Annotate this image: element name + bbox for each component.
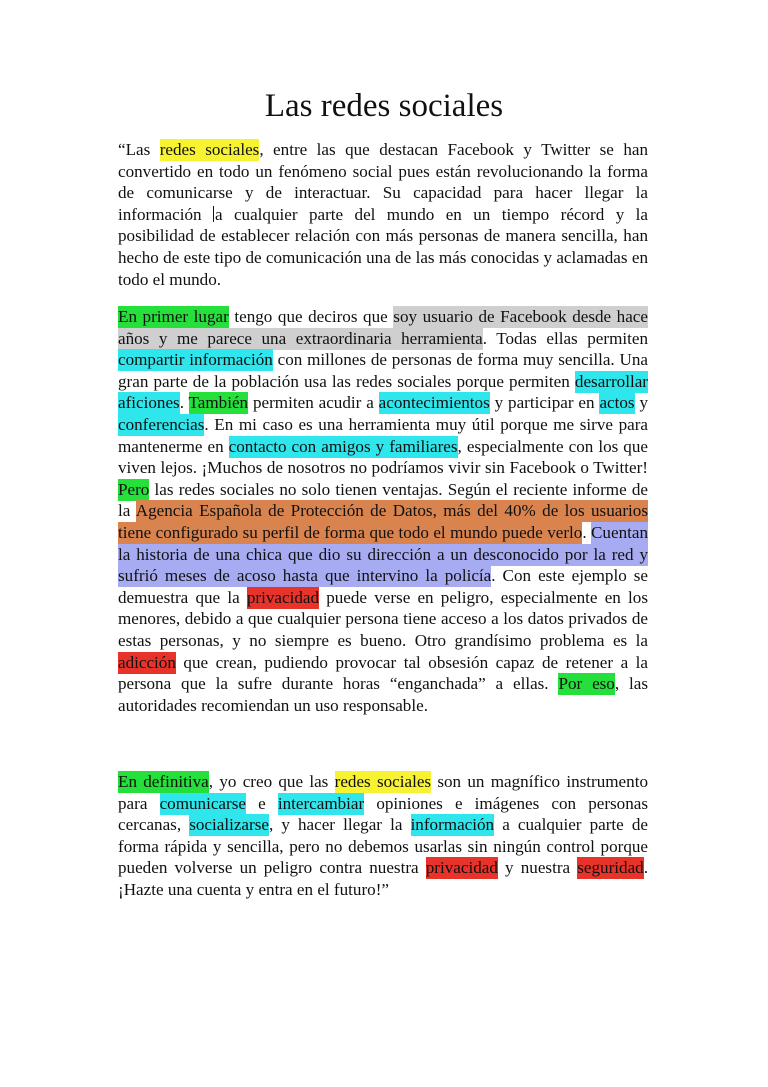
highlight-red: seguridad [577,858,644,878]
text-cursor [213,206,214,222]
highlight-cyan: actos [599,393,635,413]
text-segment: puede verse en peligro, especialmente en los menores, debido a que cualquier persona tiene acceso a los datos privados de estas personas, y no siempre es bueno. Otro grandísimo problema es la [118,587,648,650]
highlight-red: privacidad [246,587,319,607]
text-segment: tengo que deciros que [228,307,394,326]
text-segment: , especialmente con los que viven lejos. ¡Muchos de nosotros no podríamos vivir sin Facebook o Twitter! [118,436,648,478]
text-segment: y [634,393,648,413]
highlight-cyan: compartir información [118,350,273,370]
highlight-green: Por eso [558,674,615,694]
text-segment: . Con este ejemplo se demuestra que la [118,566,648,607]
text-segment: . ¡Hazte una cuenta y entra en el futuro!” [118,858,648,899]
highlight-gray: soy usuario de Facebook desde hace años y me parece una extraordinaria herramienta [118,307,648,348]
highlight-cyan: información [410,815,495,835]
text-segment: e [245,793,278,813]
highlight-red: privacidad [425,858,498,878]
text-segment: permiten acudir a [248,393,379,413]
text-segment: , y hacer llegar la [268,815,411,835]
highlight-green: En primer lugar [118,307,229,326]
highlight-green: En definitiva [118,772,209,791]
highlight-green: También [188,393,249,413]
highlight-purple: Cuentan la historia de una chica que dio su dirección a un desconocido por la red y sufrió meses de acoso hasta que intervino la policía [118,522,648,586]
highlight-yellow: redes sociales [334,772,432,791]
highlight-cyan: acontecimientos [378,393,490,413]
text-segment: . [582,522,592,542]
text-segment: “Las [118,140,160,159]
highlight-red: adicción [118,652,176,672]
highlight-cyan: socializarse [189,815,269,835]
text-segment: . Todas ellas permiten [482,328,648,348]
text-segment: con millones de personas de forma muy sencilla. Una gran parte de la población usa las redes sociales porque permiten [118,350,648,391]
text-segment: a cualquier parte de forma rápida y sencilla, pero no debemos usarlas sin ningún control porque pueden volverse un peligro contra nuestra [118,815,649,878]
text-segment: , yo creo que las [208,772,335,791]
highlight-cyan: intercambiar [277,793,365,813]
text-segment: y participar en [489,393,600,413]
text-segment: que crean, pudiendo provocar tal obsesión capaz de retener a la persona que la sufre durante horas “enganchada” a ellas. [118,652,648,694]
text-segment: y nuestra [497,858,578,878]
document-title: Las redes sociales [264,88,504,124]
text-segment: son un magnífico instrumento para [118,772,648,813]
paragraph-body [118,306,648,716]
highlight-orange: Agencia Española de Protección de Datos, más del 40% de los usuarios tiene configurado su perfil de forma que todo el mundo puede verlo [118,501,648,542]
text-segment: a cualquier parte del mundo en un tiempo récord y la posibilidad de establecer relación con más personas de manera sencilla, han hecho de este tipo de comunicación una de las más conocidas y aclamadas en todo el mundo. [118,204,648,289]
highlight-cyan: desarrollar aficiones [118,371,648,413]
text-segment: . En mi caso es una herramienta muy útil porque me sirve para mantenerme en [118,414,648,456]
text-segment: . [179,393,189,413]
text-segment: opiniones e imágenes con personas cercanas, [118,793,648,835]
highlight-cyan: comunicarse [159,793,246,813]
highlight-cyan: conferencias [118,414,205,434]
paragraph-conclusion [118,771,648,901]
highlight-green: Pero [118,479,150,499]
highlight-cyan: contacto con amigos y familiares [228,436,458,456]
text-segment: , las autoridades recomiendan un uso responsable. [118,674,648,715]
text-segment: las redes sociales no solo tienen ventajas. Según el reciente informe de la [118,479,648,521]
text-segment: , entre las que destacan Facebook y Twitter se han convertido en todo un fenómeno social pues están revolucionando la forma de comunicarse y de interactuar. Su capacidad para hacer llegar la información [118,140,648,224]
highlight-yellow: redes sociales [159,140,260,159]
paragraph-intro [118,139,648,290]
